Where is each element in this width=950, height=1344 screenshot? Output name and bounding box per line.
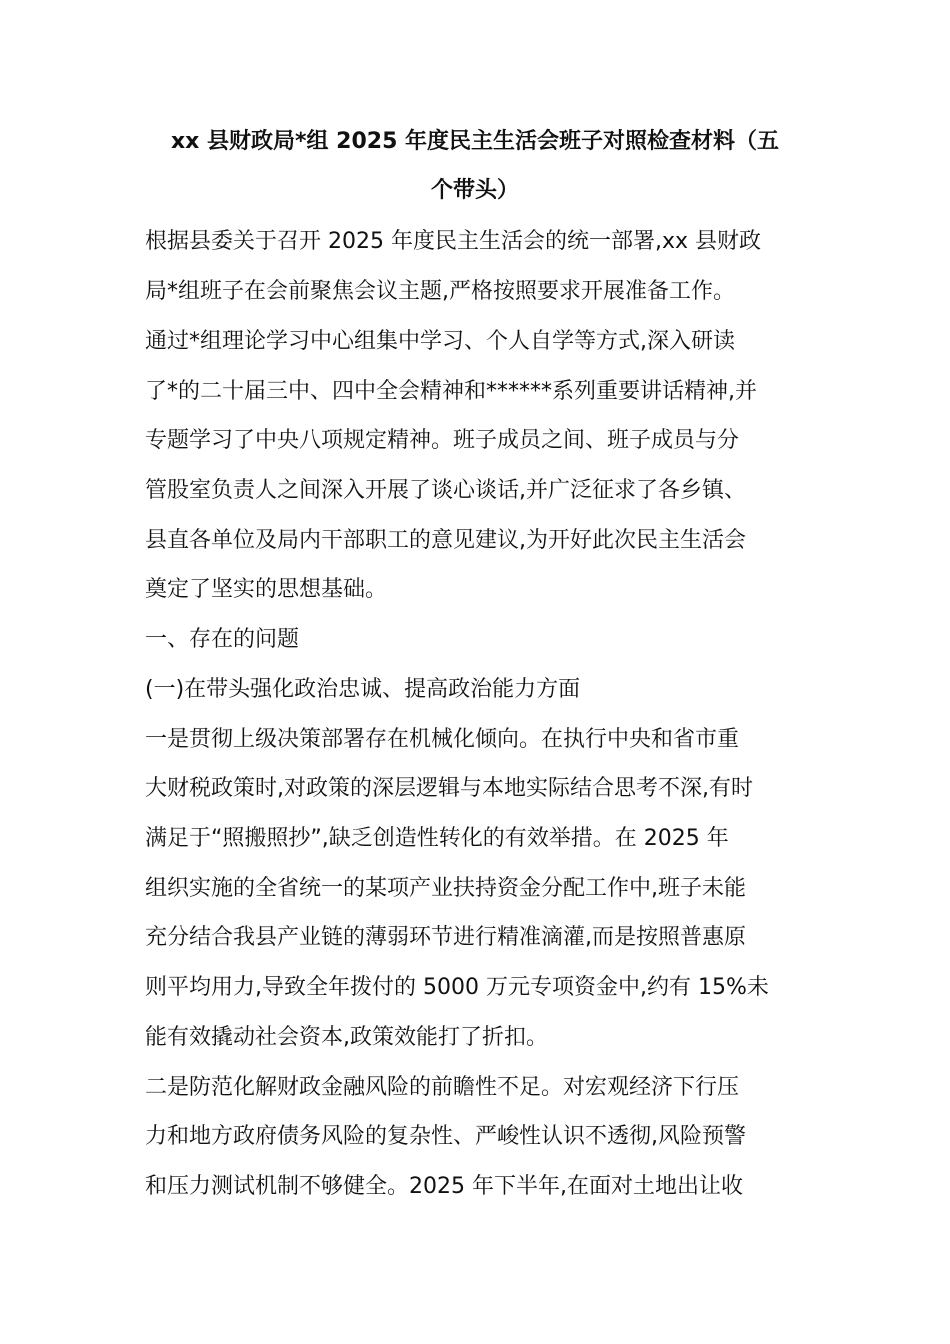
body-line: 二是防范化解财政金融风险的前瞻性不足。对宏观经济下行压 <box>145 1075 740 1100</box>
body-line: 一是贯彻上级决策部署存在机械化倾向。在执行中央和省市重 <box>145 727 740 752</box>
body-line: 通过*组理论学习中心组集中学习、个人自学等方式,深入研读 <box>145 329 735 354</box>
body-line: 奠定了坚实的思想基础。 <box>145 577 388 602</box>
document-title-line-2: 个带头） <box>430 178 519 203</box>
body-line: 局*组班子在会前聚焦会议主题,严格按照要求开展准备工作。 <box>145 279 735 304</box>
body-line: 能有效撬动社会资本,政策效能打了折扣。 <box>145 1025 548 1050</box>
body-line: 县直各单位及局内干部职工的意见建议,为开好此次民主生活会 <box>145 528 746 553</box>
document-title-line-1: xx 县财政局*组 2025 年度民主生活会班子对照检查材料（五 <box>170 129 780 154</box>
section-heading: 一、存在的问题 <box>145 627 300 652</box>
body-line: 充分结合我县产业链的薄弱环节进行精准滴灌,而是按照普惠原 <box>145 925 746 950</box>
body-line: 和压力测试机制不够健全。2025 年下半年,在面对土地出让收 <box>145 1174 743 1199</box>
body-line: 力和地方政府债务风险的复杂性、严峻性认识不透彻,风险预警 <box>145 1124 746 1149</box>
body-line: 组织实施的全省统一的某项产业扶持资金分配工作中,班子未能 <box>145 876 746 901</box>
body-line: 管股室负责人之间深入开展了谈心谈话,并广泛征求了各乡镇、 <box>145 478 746 503</box>
body-line: 满足于“照搬照抄”,缺乏创造性转化的有效举措。在 2025 年 <box>145 826 729 851</box>
body-line: 根据县委关于召开 2025 年度民主生活会的统一部署,xx 县财政 <box>145 229 762 254</box>
body-line: 大财税政策时,对政策的深层逻辑与本地实际结合思考不深,有时 <box>145 776 753 801</box>
subsection-heading: (一)在带头强化政治忠诚、提高政治能力方面 <box>145 677 581 702</box>
body-line: 了*的二十届三中、四中全会精神和******系列重要讲话精神,并 <box>145 379 757 404</box>
body-line: 专题学习了中央八项规定精神。班子成员之间、班子成员与分 <box>145 428 740 453</box>
body-line: 则平均用力,导致全年拨付的 5000 万元专项资金中,约有 15%未 <box>145 975 769 1000</box>
